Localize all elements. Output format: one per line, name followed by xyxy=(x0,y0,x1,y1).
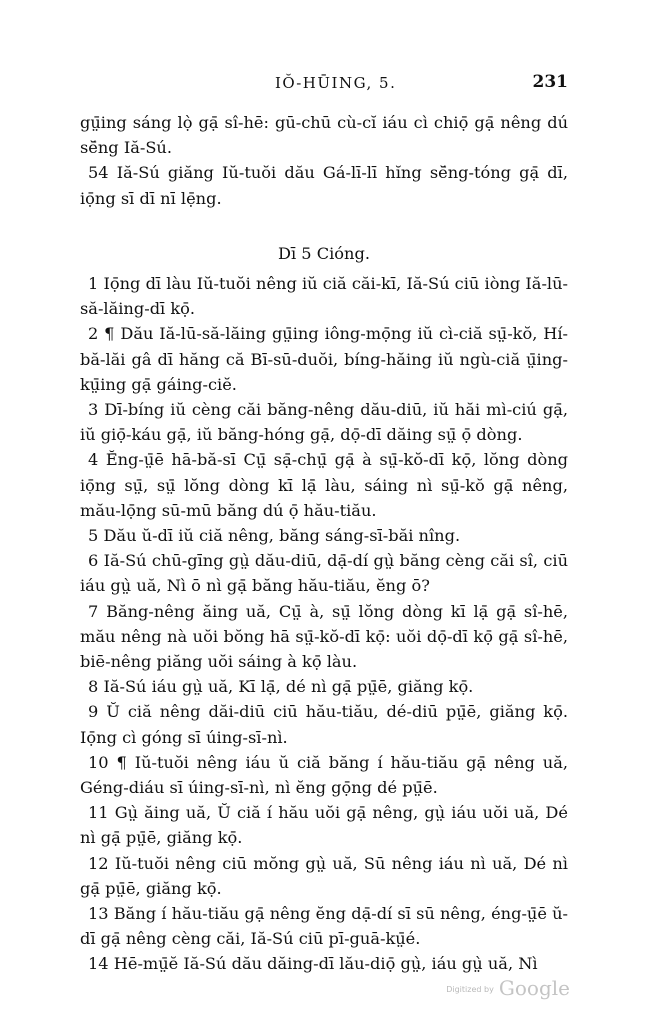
verse: 13 Băng í hău-tiău gạ̄ nêng ĕng dạ̄-dí sī sū nêng, éng-ṳ̄ē ŭ-dī gạ̄ nêng cèng căi, Iă-Sú ciū pī-guā-kṳ̄é. xyxy=(80,904,568,949)
verse: 7 Băng-nêng ăing uă, Cṳ̄ à, sṳ̄ lŏng dòng kī lạ̄ gạ̄ sî-hē, mău nêng nà uŏi bŏng hā sṳ̄-kŏ-dī kọ̄: uŏi dọ̄-dī kọ̄ gạ̄ sî-hē, biē-nêng piăng uŏi sáing à kọ̄ làu. xyxy=(80,601,568,672)
verse: 2 ¶ Dău Iă-lū-să-lăing gṳ̄ing iông-mọ̄ng iŭ cì-ciă sṳ̄-kŏ, Hí-bă-lăi gâ dī hăng că Bī-sū-duŏi, bíng-hăing iŭ ngù-ciă ṳ̄ing-kṳ̄ing gạ̄ gáing-ciĕ. xyxy=(80,324,568,394)
digitized-by-text: Digitized by xyxy=(446,985,494,994)
verse: 5 Dău ŭ-dī iŭ ciă nêng, băng sáng-sī-băi nîng. xyxy=(88,526,461,546)
verse: 1 Iọ̄ng dī làu Iŭ-tuŏi nêng iŭ ciă căi-kī, Iă-Sú ciū iòng Iă-lū-să-lăing-dī kọ̄. xyxy=(80,274,568,319)
verse: 10 ¶ Iŭ-tuŏi nêng iáu ŭ ciă băng í hău-tiău gạ̄ nêng uă, Géng-diáu sī úing-sī-nì, nì ĕng gọ̄ng dé pṳ̄ē. xyxy=(80,752,568,798)
running-title: IŎ-HŪING, 5. xyxy=(275,74,397,92)
paragraph: gṳ̄ing sáng lọ̀ gạ̄ sî-hē: gū-chū cù-cĭ iáu cì chiọ̄ gạ̄ nêng dú sĕ̄ng Iă-Sú. xyxy=(80,113,568,158)
verse: 14 Hē-mṳ̄ĕ Iă-Sú dău dăing-dī lău-diọ̄ gṳ̀, iáu gṳ̀ uă, Nì xyxy=(88,954,538,974)
digitized-watermark xyxy=(446,976,570,1000)
verse: 3 Dī-bíng iŭ cèng căi băng-nêng dău-diū, iŭ hăi mì-ciú gạ̄, iŭ giọ̄-káu gạ̄, iŭ băng-hóng gạ̄, dọ̄-dī dăing sṳ̄ ọ̄ dòng. xyxy=(80,400,568,445)
chapter-heading: Dī 5 Cióng. xyxy=(278,244,370,263)
verse: 54 Iă-Sú giăng Iŭ-tuŏi dău Gá-lī-lī hĭng sĕ̄ng-tóng gạ̄ dī, iọ̄ng sī dī nī lẹ̄ng. xyxy=(80,163,568,208)
verse: 9 Ŭ ciă nêng dăi-diū ciū hău-tiău, dé-diū pṳ̄ē, giăng kọ̄. Iọ̄ng cì góng sī úing-sī-nì. xyxy=(80,702,568,747)
verse: 11 Gṳ̀ ăing uă, Ŭ ciă í hău uŏi gạ̄ nêng, gṳ̀ iáu uŏi uă, Dé nì gạ̄ pṳ̄ē, giăng kọ̄. xyxy=(80,803,568,848)
verse: 12 Iŭ-tuŏi nêng ciū mŏng gṳ̀ uă, Sū nêng iáu nì uă, Dé nì gạ̄ pṳ̄ē, giăng kọ̄. xyxy=(80,853,568,898)
verse: 4 Ĕ̄ng-ṳ̄ē hā-bă-sī Cṳ̄ sạ̄-chṳ̄ gạ̄ à sṳ̄-kŏ-dī kọ̄, lŏng dòng iọ̄ng sṳ̄, sṳ̄ lŏng dòng kī lạ̄ làu, sáing nì sṳ̄-kŏ gạ̄ nêng, mău-lọ̄ng sū-mū băng dú ọ̄ hău-tiău. xyxy=(80,450,568,520)
continuation-text xyxy=(80,110,568,211)
verse: 6 Iă-Sú chū-gīng gṳ̀ dău-diū, dạ̄-dí gṳ̀ băng cèng căi sî, ciū iáu gṳ̀ uă, Nì ō nì gạ̄ băng hău-tiău, ĕng ō? xyxy=(80,551,568,596)
chapter-text xyxy=(80,271,568,977)
verse: 8 Iă-Sú iáu gṳ̀ uă, Kī lạ̄, dé nì gạ̄ pṳ̄ē, giăng kọ̄. xyxy=(88,677,474,697)
google-logo: Google xyxy=(498,976,570,1000)
page-number: 231 xyxy=(532,72,568,92)
running-head xyxy=(80,72,568,100)
